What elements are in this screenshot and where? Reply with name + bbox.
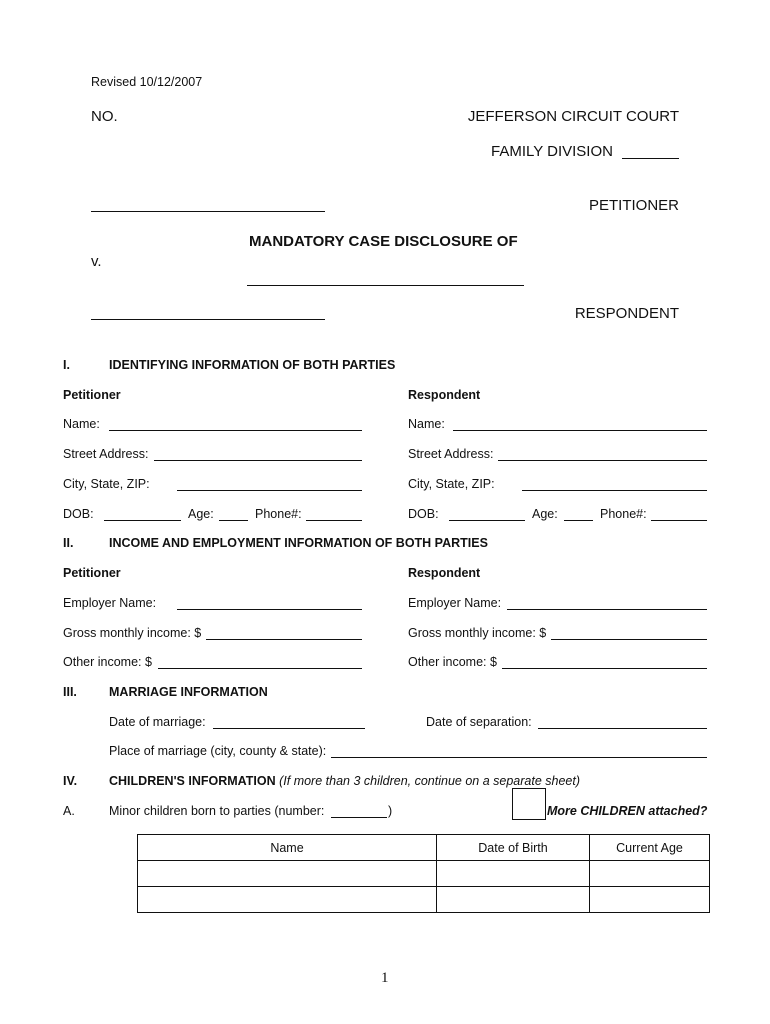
marriage-date-label: Date of marriage:	[109, 715, 206, 729]
marriage-place-label: Place of marriage (city, county & state):	[109, 744, 327, 758]
petitioner-employer-input[interactable]	[177, 609, 362, 610]
table-header-row	[138, 835, 710, 861]
petitioner-street-label: Street Address:	[63, 447, 149, 461]
petitioner-gross-income-input[interactable]	[206, 639, 362, 640]
child-age-cell[interactable]	[590, 861, 710, 887]
respondent-dob-input[interactable]	[449, 520, 525, 521]
respondent-phone-label: Phone#:	[600, 507, 647, 521]
respondent-employer-input[interactable]	[507, 609, 707, 610]
respondent-city-input[interactable]	[522, 490, 707, 491]
child-age-cell[interactable]	[590, 887, 710, 913]
respondent-street-label: Street Address:	[408, 447, 494, 461]
section-2-title: INCOME AND EMPLOYMENT INFORMATION OF BOTH PARTIES	[109, 536, 488, 550]
petitioner-name-input[interactable]	[109, 430, 362, 431]
section-4-heading	[109, 774, 580, 788]
petitioner-dob-input[interactable]	[104, 520, 181, 521]
disclosure-party-field[interactable]	[247, 285, 524, 286]
form-title: MANDATORY CASE DISCLOSURE OF	[249, 233, 518, 250]
petitioner-phone-label: Phone#:	[255, 507, 302, 521]
division-label: FAMILY DIVISION	[491, 143, 613, 160]
name-column-header: Name	[138, 835, 437, 861]
petitioner-name-field[interactable]	[91, 211, 325, 212]
child-dob-cell[interactable]	[437, 887, 590, 913]
section-4-number: IV.	[63, 774, 78, 788]
section-2-respondent-heading: Respondent	[408, 566, 481, 580]
respondent-age-label: Age:	[532, 507, 558, 521]
section-1-number: I.	[63, 358, 70, 372]
respondent-name-field[interactable]	[91, 319, 325, 320]
respondent-gross-income-label: Gross monthly income: $	[408, 626, 547, 640]
division-field[interactable]	[622, 158, 679, 159]
petitioner-employer-label: Employer Name:	[63, 596, 157, 610]
section-2-number: II.	[63, 536, 74, 550]
more-children-checkbox[interactable]	[512, 788, 546, 820]
section-4-title: CHILDREN'S INFORMATION	[109, 774, 276, 788]
section-1-respondent-heading: Respondent	[408, 388, 481, 402]
respondent-other-income-label: Other income: $	[408, 655, 497, 669]
respondent-gross-income-input[interactable]	[551, 639, 707, 640]
table-row	[138, 861, 710, 887]
section-1-title: IDENTIFYING INFORMATION OF BOTH PARTIES	[109, 358, 396, 372]
child-dob-cell[interactable]	[437, 861, 590, 887]
more-children-label: More CHILDREN attached?	[547, 804, 708, 818]
respondent-street-input[interactable]	[498, 460, 707, 461]
respondent-other-income-input[interactable]	[502, 668, 707, 669]
respondent-age-input[interactable]	[564, 520, 593, 521]
section-3-number: III.	[63, 685, 77, 699]
dob-column-header: Date of Birth	[437, 835, 590, 861]
page-number: 1	[381, 970, 389, 986]
marriage-date-input[interactable]	[213, 728, 365, 729]
minor-children-label: Minor children born to parties (number:	[109, 804, 325, 818]
versus-label: v.	[91, 253, 102, 270]
section-3-title: MARRIAGE INFORMATION	[109, 685, 268, 699]
section-1-petitioner-heading: Petitioner	[63, 388, 121, 402]
petitioner-phone-input[interactable]	[306, 520, 362, 521]
respondent-dob-label: DOB:	[408, 507, 439, 521]
separation-date-input[interactable]	[538, 728, 707, 729]
respondent-name-label: Name:	[408, 417, 445, 431]
petitioner-other-income-label: Other income: $	[63, 655, 152, 669]
age-column-header: Current Age	[590, 835, 710, 861]
petitioner-age-label: Age:	[188, 507, 214, 521]
petitioner-age-input[interactable]	[219, 520, 248, 521]
respondent-name-input[interactable]	[453, 430, 707, 431]
petitioner-other-income-input[interactable]	[158, 668, 362, 669]
revision-date: Revised 10/12/2007	[91, 75, 203, 89]
children-table	[137, 834, 710, 913]
petitioner-name-label: Name:	[63, 417, 100, 431]
petitioner-city-input[interactable]	[177, 490, 362, 491]
petitioner-label: PETITIONER	[588, 197, 679, 214]
petitioner-street-input[interactable]	[154, 460, 362, 461]
section-4-note: (If more than 3 children, continue on a separate sheet)	[279, 774, 580, 788]
respondent-city-label: City, State, ZIP:	[408, 477, 495, 491]
petitioner-gross-income-label: Gross monthly income: $	[63, 626, 202, 640]
section-2-petitioner-heading: Petitioner	[63, 566, 121, 580]
minor-children-count-input[interactable]	[331, 817, 387, 818]
respondent-employer-label: Employer Name:	[408, 596, 502, 610]
court-name: JEFFERSON CIRCUIT COURT	[467, 108, 679, 125]
separation-date-label: Date of separation:	[426, 715, 532, 729]
child-name-cell[interactable]	[138, 861, 437, 887]
marriage-place-input[interactable]	[331, 757, 707, 758]
item-a-label: A.	[63, 804, 75, 818]
respondent-label: RESPONDENT	[574, 305, 679, 322]
petitioner-city-label: City, State, ZIP:	[63, 477, 150, 491]
petitioner-dob-label: DOB:	[63, 507, 94, 521]
table-row	[138, 887, 710, 913]
respondent-phone-input[interactable]	[651, 520, 707, 521]
case-number-label: NO.	[91, 108, 118, 125]
child-name-cell[interactable]	[138, 887, 437, 913]
minor-children-close-paren: )	[388, 804, 393, 818]
